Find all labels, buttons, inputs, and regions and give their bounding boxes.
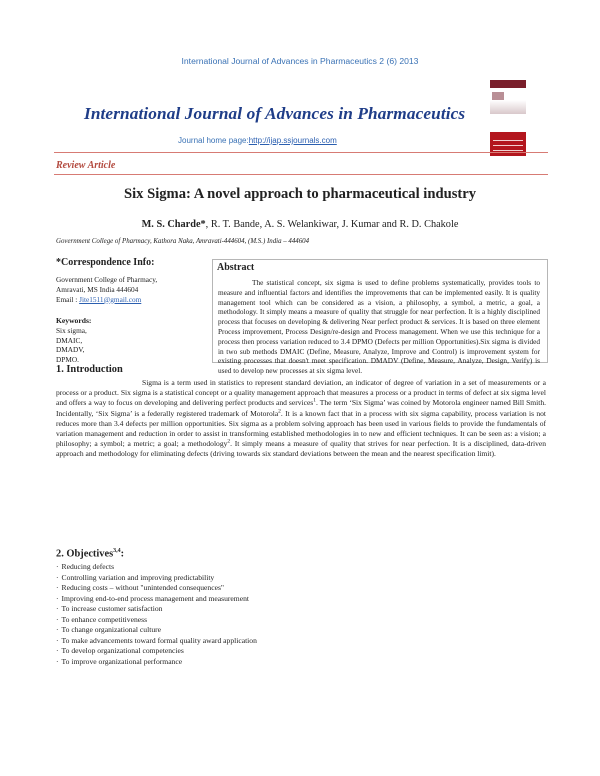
journal-homepage xyxy=(178,136,337,145)
email-link[interactable]: Jite1511@gmail.com xyxy=(79,294,142,304)
citation: 3,4 xyxy=(113,548,121,554)
journal-cover-image xyxy=(490,80,526,156)
citation: 2 xyxy=(278,408,281,415)
list-item: · To increase customer satisfaction xyxy=(56,604,257,615)
introduction-heading: 1. Introduction xyxy=(56,364,123,375)
correspondence-heading: *Correspondence Info: xyxy=(56,257,155,268)
list-item: · To develop organizational competencies xyxy=(56,646,257,657)
correspondence-info xyxy=(56,275,186,304)
citation: 2 xyxy=(227,438,231,445)
abstract-text: The statistical concept, six sigma is used to define problems systematically, provides tools to measure and influential factors and identifies the improvements that can be implemented easily. It is quality management tool which can be considered as a vision, a philosophy, a symbol, a metric, a goal, a methodology. It simply means a measure of quality that struggle for near perfection. It is a highly disciplined process that focuses on developing & delivering Near perfect product & services. It is based on three element Process improvement, Process Design/re-design and Process management. When we use this technique for a process then process variation reduced to 3.4 DPMO (Defects per million Opportunities).Six sigma is divided in two sub methods DMAIC (Define, Measure, Analyze, Improve and Control) is improvement system for existing processes that doesn't meet specification. DMADV (Define, Measure, Analyze, Design, Verify) is used to develop new processes at six sigma level. xyxy=(218,278,540,376)
list-item: · To improve organizational performance xyxy=(56,657,257,668)
objectives-heading-text: 2. Objectives xyxy=(56,548,114,560)
intro-text-part: Sigma is a term used in statistics to represent standard deviation, an indicator of degree of variation in a set of measurements or a process or a product. Six sigma is a statistical concept or a quality management approach that measures a process or a product in terms of defect at six sigma level and offers a way to focus on developing and delivering perfect products and services xyxy=(56,378,546,408)
correspondence-line: Government College of Pharmacy, xyxy=(56,275,158,284)
divider xyxy=(54,152,548,153)
author-list xyxy=(0,219,600,230)
citation: 1 xyxy=(313,397,316,404)
homepage-link[interactable]: http://ijap.ssjournals.com xyxy=(248,136,337,145)
keyword: DMADV, xyxy=(56,345,85,355)
keyword: Six sigma, xyxy=(56,326,87,335)
intro-text-part: . The term ‘Six Sigma’ was coined by Motorola engineer named Bill Smith. Incidentally, ‘Six Sigma’ is a federally registered trademark of Motorola xyxy=(56,398,546,418)
list-item: · Improving end-to-end process management and measurement xyxy=(56,594,257,605)
email-label: Email : xyxy=(56,294,80,304)
list-item: · Reducing costs – without "unintended consequences" xyxy=(56,583,257,594)
journal-title: International Journal of Advances in Pharmaceutics xyxy=(84,104,466,123)
corresponding-author: M. S. Charde* xyxy=(141,219,206,230)
list-item: · To make advancements toward formal quality award application xyxy=(56,636,257,647)
list-item: · Reducing defects xyxy=(56,562,257,573)
intro-text-part: . It is a known fact that in a process with six sigma capability, process variation is not reduces more than 3.4 defects per million opportunities. Six sigma as a problem solving approach has been used in various fields to provide the fundamentals of variation management and reduction in order to assist in transforming established methodologies in to new and efficient techniques. It can be seen as: a vision; a philosophy; a symbol; a metric; a goal; a methodology xyxy=(56,408,547,449)
co-authors: , R. T. Bande, A. S. Welankiwar, J. Kumar and R. D. Chakole xyxy=(205,219,459,230)
list-item: · Controlling variation and improving predictability xyxy=(56,573,257,584)
homepage-label: Journal home page: xyxy=(178,136,249,145)
article-type: Review Article xyxy=(56,160,116,171)
abstract-heading: Abstract xyxy=(217,262,255,273)
running-head: International Journal of Advances in Pharmaceutics 2 (6) 2013 xyxy=(181,56,419,66)
objectives-list xyxy=(56,562,257,667)
introduction-text xyxy=(56,378,546,460)
correspondence-line: Amravati, MS India 444604 xyxy=(56,284,139,294)
correspondence-email-line xyxy=(56,295,186,305)
affiliation: Government College of Pharmacy, Kathora Naka, Amravati-444604, (M.S.) India – 444604 xyxy=(56,238,310,245)
paper-title: Six Sigma: A novel approach to pharmaceutical industry xyxy=(123,186,477,202)
objectives-heading-colon: : xyxy=(120,548,125,560)
objectives-heading xyxy=(56,548,124,559)
keywords-heading: Keywords: xyxy=(56,316,92,325)
keyword: DPMO. xyxy=(56,354,79,364)
divider xyxy=(54,174,548,175)
keywords-list xyxy=(56,326,87,364)
keyword: DMAIC, xyxy=(56,335,83,345)
intro-text-part: . It simply means a measure of quality that strives for near perfection. It is a disciplined, data-driven approach and methodology for eliminating defects (driving towards six standard deviations between the mean and the nearest specification limit). xyxy=(56,439,547,459)
list-item: · To change organizational culture xyxy=(56,625,257,636)
list-item: · To enhance competitiveness xyxy=(56,615,257,626)
